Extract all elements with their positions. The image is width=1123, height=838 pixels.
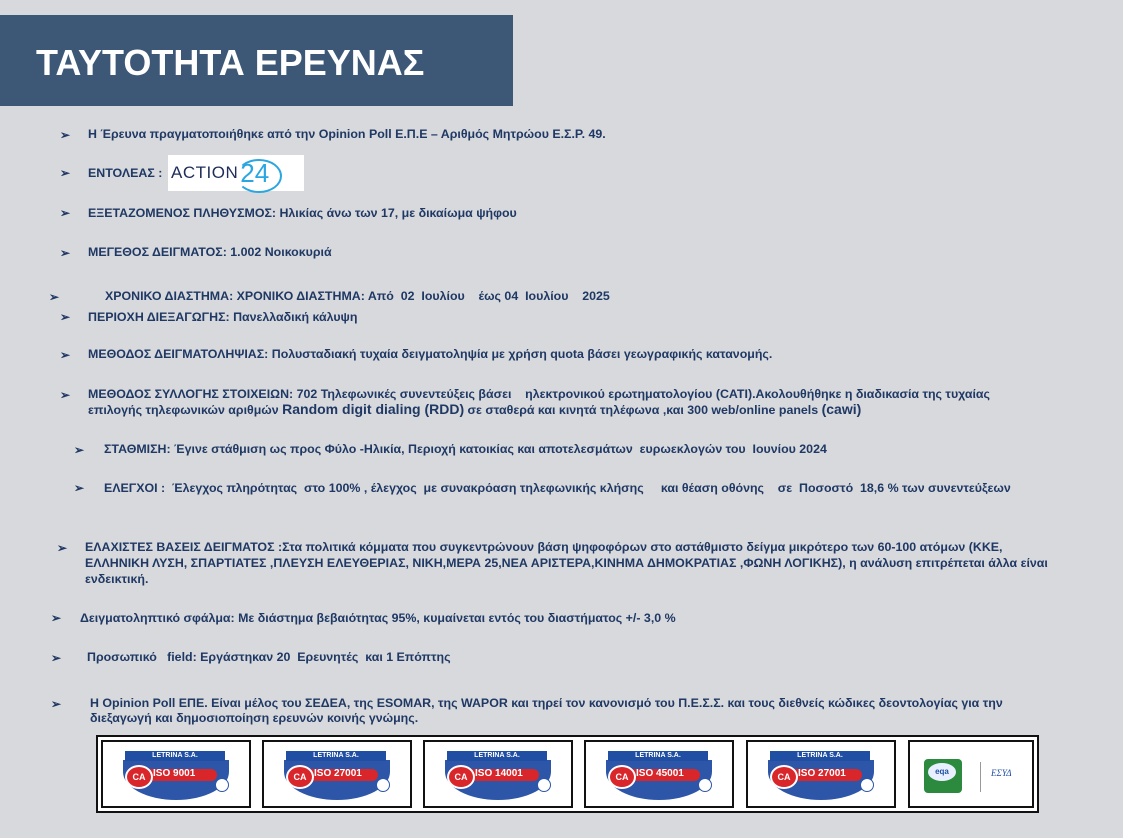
action24-logo-word: ACTION xyxy=(171,163,239,182)
cert-standard: ISO 45001 xyxy=(636,768,684,779)
collection-method-text-a: επιλογής τηλεφωνικών αριθμών xyxy=(88,403,279,417)
ca-badge-icon: CA xyxy=(286,765,314,789)
action24-ring-icon xyxy=(236,159,282,193)
certificates-strip xyxy=(96,735,1039,813)
cert-issuer: LETRINA S.A. xyxy=(770,751,870,761)
research-line xyxy=(88,127,606,143)
eqa-logo-text: eqa xyxy=(928,763,956,781)
min-bases-line-2: ΕΛΛΗΝΙΚΗ ΛΥΣΗ, ΣΠΑΡΤΙΑΤΕΣ ,ΠΛΕΥΣΗ ΕΛΕΥΘΕΡΙΑΣ, ΝΙΚΗ,ΜΕΡΑ 25,ΝΕΑ ΑΡΙΣΤΕΡΑ,ΚΙΝΗΜΑ ΔΗΜΟΚΡΑΤΙΑΣ ,ΦΩΝΗ ΛΟΓΙΚΗΣ), η ανάλυση επιτρέπεται άλλα είναι xyxy=(85,556,1048,570)
cert-issuer: LETRINA S.A. xyxy=(125,751,225,761)
cert-mark-icon xyxy=(537,778,551,792)
title-bar xyxy=(0,15,513,106)
cert-mark-icon xyxy=(376,778,390,792)
bullet-arrow-icon: ➢ xyxy=(51,697,62,711)
min-bases-line-1: ΕΛΑΧΙΣΤΕΣ ΒΑΣΕΙΣ ΔΕΙΓΜΑΤΟΣ :Στα πολιτικά κόμματα που συγκεντρώνουν βάση ψηφοφόρων στο αστάθμιστο δείγμα μικρότερο των 60-100 ατόμων (ΚΚΕ, xyxy=(85,540,1003,554)
bullet-arrow-icon: ➢ xyxy=(74,481,85,495)
bullet-arrow-icon: ➢ xyxy=(60,388,71,402)
cert-standard: ISO 27001 xyxy=(314,768,362,779)
page-title: ΤΑΥΤΟΤΗΤΑ ΕΡΕΥΝΑΣ xyxy=(36,42,425,83)
cert-iso-9001 xyxy=(101,740,251,808)
collection-method-cawi: (cawi) xyxy=(821,401,862,417)
collection-method-line-1: ΜΕΘΟΔΟΣ ΣΥΛΛΟΓΗΣ ΣΤΟΙΧΕΙΩΝ: 702 Τηλεφωνικές συνεντεύξεις βάσει ηλεκτρονικού ερωτηματολογίου (CATI).Ακολουθήθηκε η διαδικασία της τυχαίας xyxy=(88,387,990,401)
bullet-arrow-icon: ➢ xyxy=(60,310,71,324)
cert-iso-14001 xyxy=(423,740,573,808)
cert-iso-27001-b xyxy=(746,740,896,808)
min-bases-line-3: ενδεικτική. xyxy=(85,572,149,586)
area-line: ΠΕΡΙΟΧΗ ΔΙΕΞΑΓΩΓΗΣ: Πανελλαδική κάλυψη xyxy=(88,310,358,324)
ca-badge-icon: CA xyxy=(125,765,153,789)
cert-iso-27001 xyxy=(262,740,412,808)
cert-mark-icon xyxy=(698,778,712,792)
sample-size-line: ΜΕΓΕΘΟΣ ΔΕΙΓΜΑΤΟΣ: 1.002 Νοικοκυριά xyxy=(88,245,332,259)
weighting-line: ΣΤΑΘΜΙΣΗ: Έγινε στάθμιση ως προς Φύλο -Ηλικία, Περιοχή κατοικίας και αποτελεσμάτων ευρωεκλογών του Ιουνίου 2024 xyxy=(104,442,827,456)
eqa-logo-icon xyxy=(924,759,962,793)
bullet-arrow-icon: ➢ xyxy=(60,348,71,362)
population-line: ΕΞΕΤΑΖΟΜΕΝΟΣ ΠΛΗΘΥΣΜΟΣ: Ηλικίας άνω των 17, με δικαίωμα ψήφου xyxy=(88,206,517,220)
checks-line: ΕΛΕΓΧΟΙ : Έλεγχος πληρότητας στο 100% , έλεγχος με συνακρόαση τηλεφωνικής κλήσης και θέαση οθόνης σε Ποσοστό 18,6 % των συνεντεύξεων xyxy=(104,481,1011,495)
research-text: Η Έρευνα πραγματοποιήθηκε από την Opinion Poll Ε.Π.Ε – Αριθμός Μητρώου Ε.Σ.Ρ. 49. xyxy=(88,127,606,141)
action24-logo-number: 24 xyxy=(240,157,270,188)
membership-line-1: Η Opinion Poll ΕΠΕ. Είναι μέλος του ΣΕΔΕΑ, της ESOMAR, της WAPOR και τηρεί τον κανονισμό του Π.Ε.Σ.Σ. και τους διεθνείς κώδικες δεοντολογίας για την xyxy=(90,696,1003,710)
cert-standard: ISO 9001 xyxy=(153,768,196,779)
cert-issuer: LETRINA S.A. xyxy=(447,751,547,761)
sampling-error-line: Δειγματοληπτικό σφάλμα: Με διάστημα βεβαιότητας 95%, κυμαίνεται εντός του διαστήματος +/- 3,0 % xyxy=(80,611,676,625)
esyd-logo-text: ΕΣΥΔ xyxy=(991,768,1012,778)
client-label: ΕΝΤΟΛΕΑΣ : xyxy=(88,166,163,180)
bullet-arrow-icon: ➢ xyxy=(57,541,68,555)
collection-method-line-2 xyxy=(88,402,861,419)
action24-logo xyxy=(168,155,304,191)
bullet-arrow-icon: ➢ xyxy=(49,290,60,304)
ca-badge-icon: CA xyxy=(770,765,798,789)
time-period-line: ΧΡΟΝΙΚΟ ΔΙΑΣΤΗΜΑ: ΧΡΟΝΙΚΟ ΔΙΑΣΤΗΜΑ: Από 02 Ιουλίου έως 04 Ιουλίου 2025 xyxy=(105,289,610,303)
bullet-arrow-icon: ➢ xyxy=(51,651,62,665)
cert-issuer: LETRINA S.A. xyxy=(608,751,708,761)
cert-standard: ISO 27001 xyxy=(798,768,846,779)
affiliation-logos xyxy=(908,740,1034,808)
membership-line-2: διεξαγωγή και δημοσιοποίηση ερευνών κοινής γνώμης. xyxy=(90,711,419,725)
cert-mark-icon xyxy=(860,778,874,792)
cert-standard: ISO 14001 xyxy=(475,768,523,779)
ca-badge-icon: CA xyxy=(447,765,475,789)
cert-issuer: LETRINA S.A. xyxy=(286,751,386,761)
action24-logo-number-wrap xyxy=(240,158,269,189)
bullet-arrow-icon: ➢ xyxy=(60,166,71,180)
collection-method-rdd: Random digit dialing (RDD) xyxy=(282,401,465,417)
bullet-arrow-icon: ➢ xyxy=(51,611,62,625)
bullet-arrow-icon: ➢ xyxy=(60,246,71,260)
field-staff-line: Προσωπικό field: Εργάστηκαν 20 Ερευνητές και 1 Επόπτης xyxy=(87,650,451,664)
collection-method-text-c: σε σταθερά και κινητά τηλέφωνα ,και 300 web/online panels xyxy=(464,403,822,417)
cert-mark-icon xyxy=(215,778,229,792)
bullet-arrow-icon: ➢ xyxy=(60,206,71,220)
sampling-method-line: ΜΕΘΟΔΟΣ ΔΕΙΓΜΑΤΟΛΗΨΙΑΣ: Πολυσταδιακή τυχαία δειγματοληψία με χρήση quota βάσει γεωγραφικής κατανομής. xyxy=(88,347,773,361)
bullet-arrow-icon: ➢ xyxy=(60,128,71,142)
bullet-arrow-icon: ➢ xyxy=(74,443,85,457)
ca-badge-icon: CA xyxy=(608,765,636,789)
esyd-logo-icon xyxy=(980,762,1015,792)
cert-iso-45001 xyxy=(584,740,734,808)
